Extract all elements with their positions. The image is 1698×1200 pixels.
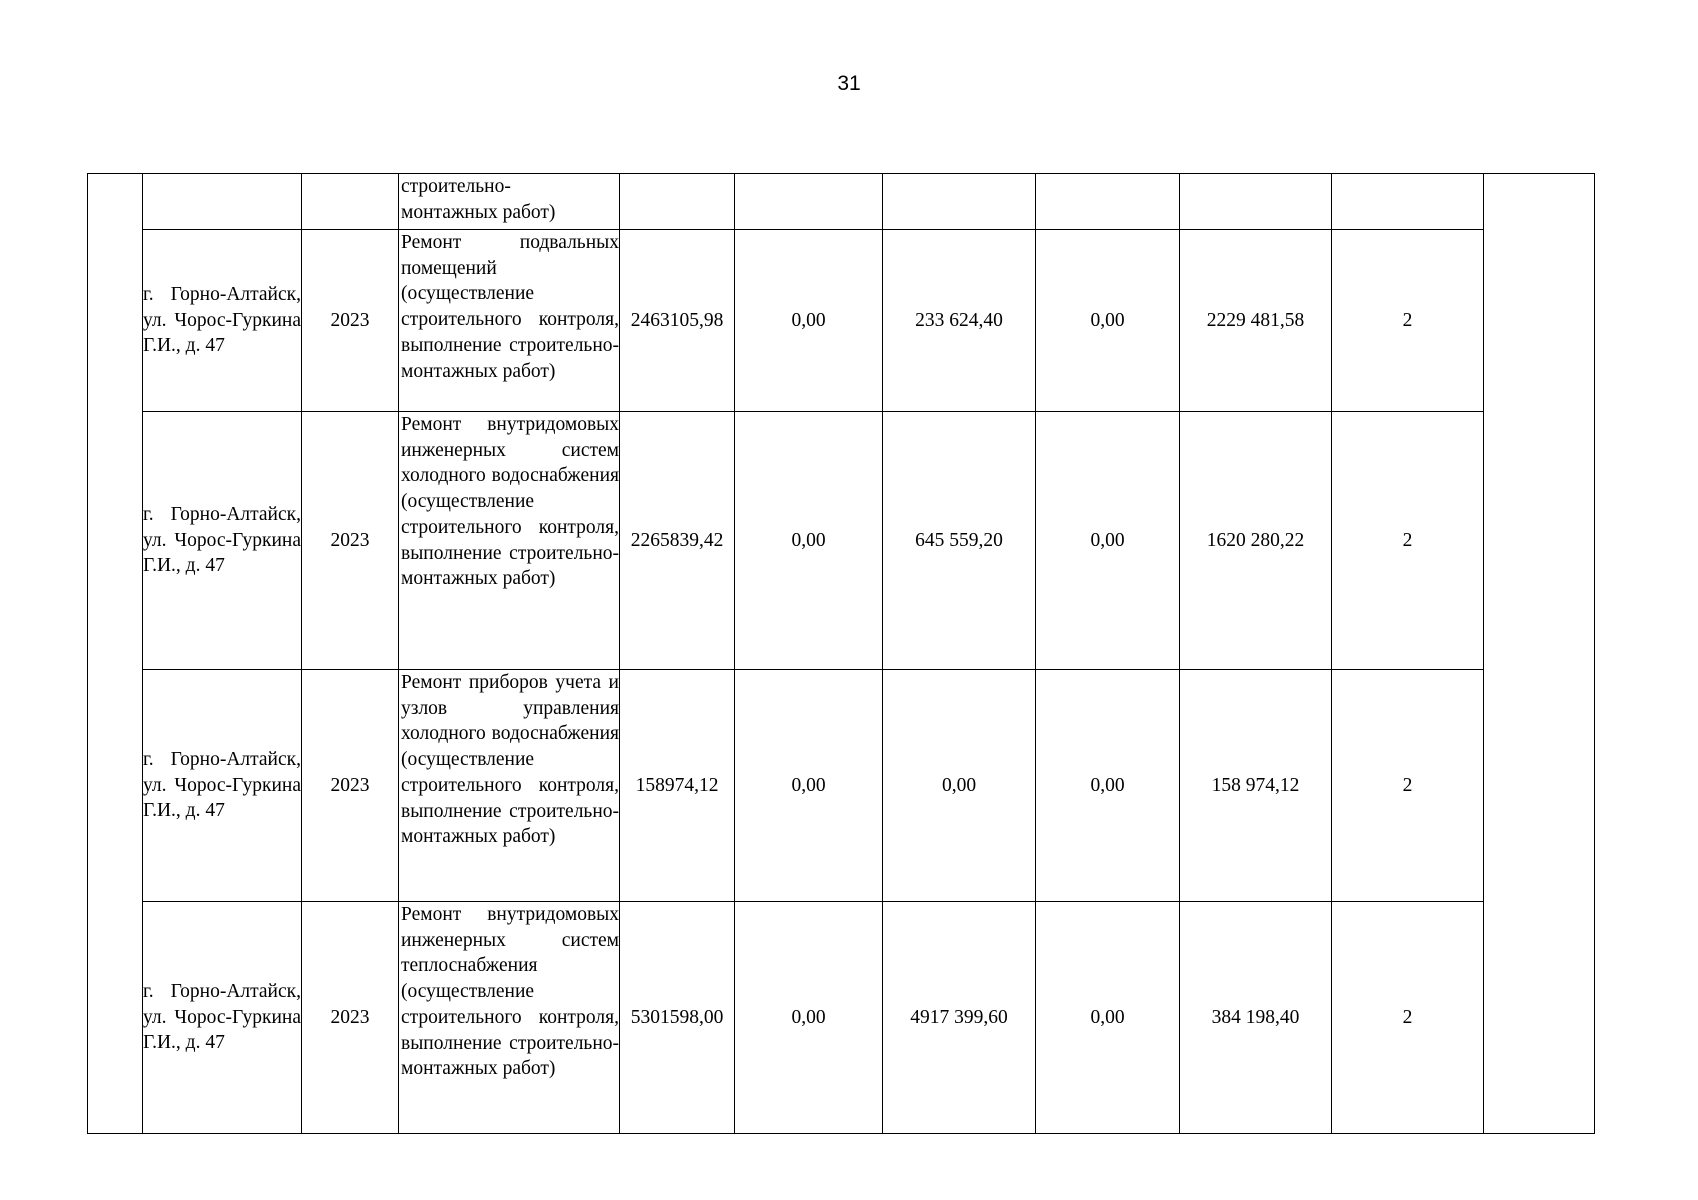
page-number: 31 (837, 72, 861, 95)
value-cell (883, 230, 1035, 411)
value-cell (1036, 412, 1179, 669)
value-cell (735, 670, 882, 901)
table-border (87, 173, 1595, 174)
total-cell (620, 670, 734, 901)
value-e: 2 (1402, 774, 1413, 796)
value-c: 0,00 (1090, 1006, 1125, 1028)
value-cell (1180, 412, 1331, 669)
work-cell (399, 412, 619, 669)
address-cell (143, 230, 301, 411)
address-cell (143, 902, 301, 1133)
address-text: г. Горно-Алтайск, ул. Чорос-Гуркина Г.И., д. 47 (143, 503, 301, 577)
work-cell (399, 670, 619, 901)
year-cell (302, 902, 398, 1133)
value-cell (1180, 670, 1331, 901)
address-text: г. Горно-Алтайск, ул. Чорос-Гуркина Г.И., д. 47 (143, 748, 301, 822)
value-cell (1332, 230, 1483, 411)
value-e: 2 (1402, 529, 1413, 551)
value-cell (1332, 902, 1483, 1133)
value-e: 2 (1402, 309, 1413, 331)
value-d: 158 974,12 (1211, 774, 1300, 796)
total-value: 2463105,98 (630, 309, 724, 331)
continued-work-cell (399, 174, 619, 229)
value-cell (1036, 230, 1179, 411)
value-c: 0,00 (1090, 774, 1125, 796)
value-a: 0,00 (791, 774, 826, 796)
value-d: 2229 481,58 (1206, 309, 1305, 331)
work-cell (399, 902, 619, 1133)
total-cell (620, 230, 734, 411)
value-cell (735, 230, 882, 411)
year-cell (302, 412, 398, 669)
value-cell (883, 412, 1035, 669)
year-text: 2023 (330, 1006, 370, 1028)
value-a: 0,00 (791, 1006, 826, 1028)
value-cell (883, 902, 1035, 1133)
value-cell (735, 412, 882, 669)
value-b: 645 559,20 (915, 529, 1003, 551)
value-b: 4917 399,60 (910, 1006, 1008, 1028)
year-text: 2023 (330, 309, 370, 331)
value-cell (1036, 902, 1179, 1133)
year-cell (302, 230, 398, 411)
value-cell (1036, 670, 1179, 901)
total-cell (620, 902, 734, 1133)
year-text: 2023 (330, 774, 370, 796)
address-text: г. Горно-Алтайск, ул. Чорос-Гуркина Г.И., д. 47 (143, 283, 301, 357)
total-value: 5301598,00 (630, 1006, 724, 1028)
value-b: 0,00 (941, 774, 977, 796)
value-cell (735, 902, 882, 1133)
value-cell (883, 670, 1035, 901)
work-description: Ремонт подвальных помещений (осуществление строительного контроля, выполнение строительно-монтажных работ) (401, 232, 619, 382)
value-a: 0,00 (791, 309, 826, 331)
work-description: Ремонт приборов учета и узлов управления холодного водоснабжения (осуществление строительного контроля, выполнение строительно-монтажных работ) (401, 672, 619, 848)
table-border (1594, 173, 1595, 1134)
value-cell (1180, 902, 1331, 1133)
value-cell (1332, 670, 1483, 901)
value-a: 0,00 (791, 529, 826, 551)
address-cell (143, 412, 301, 669)
total-value: 158974,12 (635, 774, 719, 796)
work-description: Ремонт внутридомовых инженерных систем теплоснабжения (осуществление строительного контроля, выполнение строительно-монтажных работ) (401, 904, 619, 1080)
address-text: г. Горно-Алтайск, ул. Чорос-Гуркина Г.И., д. 47 (143, 980, 301, 1054)
work-description: строительно-монтажных работ) (401, 176, 556, 223)
value-b: 233 624,40 (915, 309, 1003, 331)
table-border (1483, 173, 1484, 1134)
total-value: 2265839,42 (630, 529, 724, 551)
value-cell (1332, 412, 1483, 669)
year-text: 2023 (330, 529, 370, 551)
table-border (87, 173, 88, 1134)
table-border (87, 1133, 1595, 1134)
value-cell (1180, 230, 1331, 411)
address-cell (143, 670, 301, 901)
work-cell (399, 230, 619, 411)
value-d: 384 198,40 (1211, 1006, 1300, 1028)
value-c: 0,00 (1090, 309, 1125, 331)
total-cell (620, 412, 734, 669)
value-c: 0,00 (1090, 529, 1125, 551)
work-description: Ремонт внутридомовых инженерных систем холодного водоснабжения (осуществление строительного контроля, выполнение строительно-монтажных работ) (401, 414, 619, 590)
value-d: 1620 280,22 (1206, 529, 1305, 551)
year-cell (302, 670, 398, 901)
value-e: 2 (1402, 1006, 1413, 1028)
